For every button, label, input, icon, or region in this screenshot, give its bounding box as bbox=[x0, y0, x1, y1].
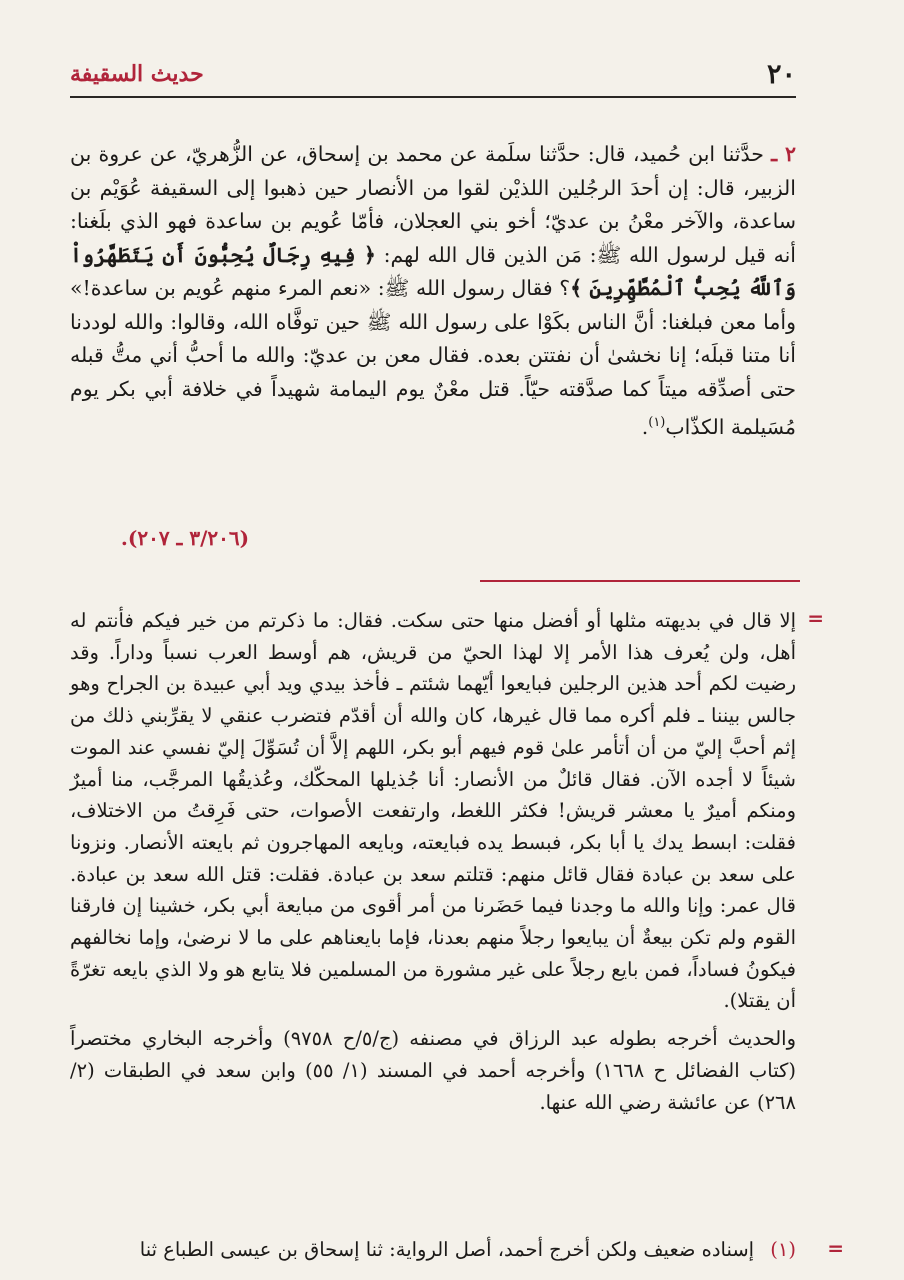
notes-section bbox=[70, 605, 796, 1124]
hadith-text-part1: حدَّثنا ابن حُميد، قال: حدَّثنا سلَمة عن محمد بن إسحاق، عن الزُّهريّ، عن عروة بن الزبير، قال: إن أحدَ الرجُلين اللذيْن لقوا من الأنصار حين ذهبوا إلى السقيفة عُوَيْم بن ساعدة، والآخر معْنُ بن عديّ؛ أخو بني العجلان، فأمّا عُويم بن ساعدة فهو الذي بلَغنا: أنه قيل لرسول الله ﷺ: مَن الذين قال الله لهم: bbox=[70, 142, 796, 267]
page-number: ٢٠ bbox=[766, 58, 796, 90]
notes-paragraph: إلا قال في بديهته مثلها أو أفضل منها حتى سكت. فقال: ما ذكرتم من خير فيكم فأنتم له أهل، ولن يُعرف هذا الأمر إلا لهذا الحيّ من قريش، هم أوسط العرب نسباً وداراً. وقد رضيت لكم أحد هذين الرجلين فبايعوا أيّهما شئتم ـ فأخذ بيدي ويد أبي عبيدة بن الجراح وهو جالس بيننا ـ فلم أكره مما قال غيرها، كان والله أن أقدّم فتضرب عنقي لا يقرِّبني ذلك من إثم أحبَّ إليّ من أن أتأمر علىٰ قوم فيهم أبو بكر، اللهم إلاَّ أن تُسَوِّلَ إليّ نفسي عند الموت شيئاً لا أجده الآن. فقال قائلٌ من الأنصار: أنا جُذيلها المحكّك، وعُذيقُها المرجَّب، منا أميرٌ ومنكم أميرٌ يا معشر قريش! فكثر اللغط، وارتفعت الأصوات، حتى فَرِقتُ من الاختلاف، فقلت: ابسط يدك يا أبا بكر، فبسط يده فبايعته، وبايعه المهاجرون ثم بايعته الأنصار. ونزونا على سعد بن عبادة فقال قائل منهم: قتلتم سعد بن عبادة. فقلت: قتل الله سعد بن عبادة. قال عمر: وإنا والله ما وجدنا فيما حَضَرنا من أمر أقوى من مبايعة أبي بكر، خشينا إن فارقنا القوم ولم تكن بيعةٌ أن يبايعوا رجلاً منهم بعدنا، فإما بايعناهم على ما لا نرضىٰ، وإما نخالفهم فيكونُ فساداً، فمن بايع رجلاً على غير مشورة من المسلمين فلا يتابع هو ولا الذي بايعه تغرّةً أن يقتلا). bbox=[70, 609, 796, 1013]
running-title: حديث السقيفة bbox=[70, 61, 204, 87]
footnote-number: (١) bbox=[770, 1238, 796, 1261]
footnote bbox=[70, 1235, 796, 1265]
notes-paragraph: والحديث أخرجه بطوله عبد الرزاق في مصنفه (ج/٥/ح ٩٧٥٨) وأخرجه البخاري مختصراً (كتاب الفضائل ح ١٦٦٨) وأخرجه أحمد في المسند (١/ ٥٥) وابن سعد في الطبقات (٢/ ٢٦٨) عن عائشة رضي الله عنها. bbox=[70, 1027, 796, 1114]
hadith-number: ٢ ـ bbox=[771, 142, 796, 166]
footnote-continuation-mark: = bbox=[827, 1236, 844, 1260]
page-header bbox=[70, 52, 796, 98]
hadith-reference: (٣/٢٠٦ ـ ٢٠٧). bbox=[120, 526, 250, 550]
footnote-separator bbox=[480, 580, 800, 582]
hadith-text bbox=[70, 138, 796, 444]
quran-verse: ﴿ فِيهِ رِجَالٌ يُحِبُّونَ أَن يَتَطَهَّرُواْ وَٱللَّهُ يُحِبُّ ٱلْمُطَّهِّرِينَ ﴾ bbox=[70, 242, 796, 300]
hadith-end: . bbox=[641, 414, 649, 439]
hadith-text-part2: ؟ فقال رسول الله ﷺ: «نعم المرء منهم عُويم بن ساعدة!» وأما معن فبلغنا: أنَّ الناس بكَوْا على رسول الله ﷺ حين توفَّاه الله، وقالوا: والله لوددنا أنا متنا قبلَه؛ إنا نخشىٰ أن نفتتن بعده. فقال معن بن عديّ: والله ما أحبُّ أني متُّ قبله حتى أصدِّقه ميتاً كما صدَّقته حيّاً. قتل معْنٌ يوم اليمامة شهيداً في خلافة أبي بكر يوم مُسَيلمة الكذّاب bbox=[70, 276, 796, 439]
footnote-text: إسناده ضعيف ولكن أخرج أحمد، أصل الرواية: ثنا إسحاق بن عيسى الطباع ثنا bbox=[139, 1238, 755, 1261]
footnote-marker: (١) bbox=[648, 415, 666, 430]
continuation-mark: = bbox=[807, 606, 824, 630]
hadith-paragraph bbox=[70, 138, 796, 444]
